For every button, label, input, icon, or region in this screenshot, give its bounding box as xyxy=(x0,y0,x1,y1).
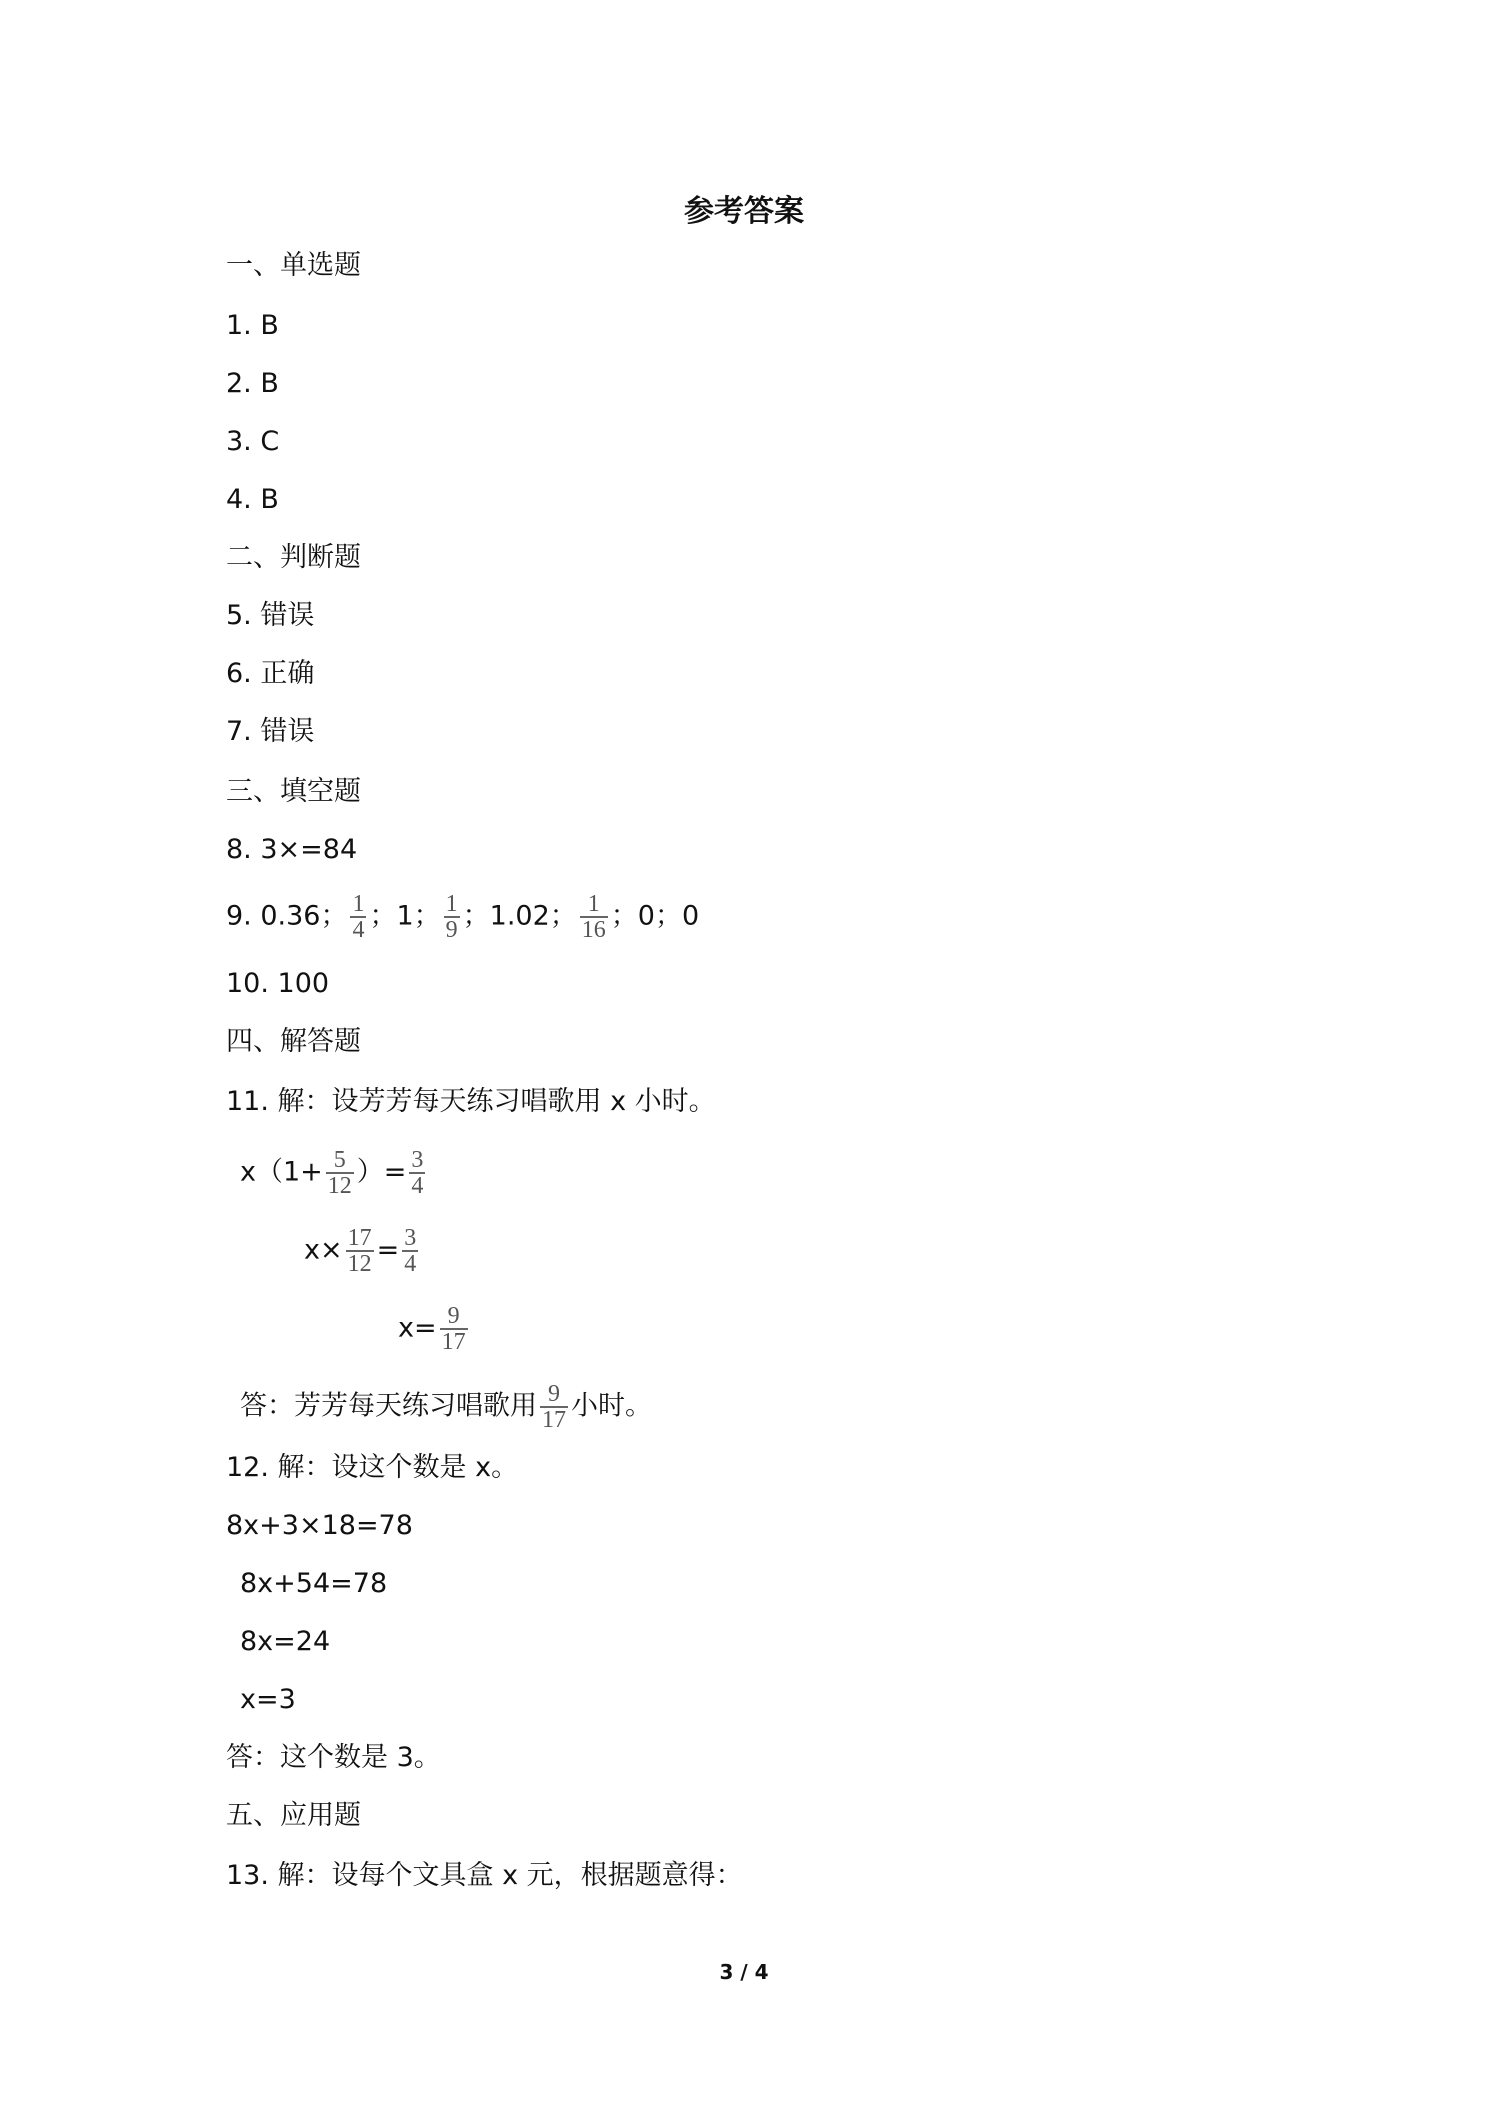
answer-9-prefix: 9. 0.36； xyxy=(226,900,348,932)
page-number: 3 / 4 xyxy=(719,1960,769,1984)
answer-9-sep: ；1； xyxy=(369,900,441,932)
answer-11-equation-1: x（1+ $\frac{5}{12}$ ）= $\frac{3}{4}$ xyxy=(240,1147,424,1199)
section-heading-solve: 四、解答题 xyxy=(226,1026,361,1057)
answer-7: 7. 错误 xyxy=(226,716,315,747)
answer-5: 5. 错误 xyxy=(226,600,315,631)
answer-10: 10. 100 xyxy=(226,968,330,999)
fraction: $\frac{17}{12}$ xyxy=(347,1225,372,1277)
answer-11-intro: 11. 解：设芳芳每天练习唱歌用 x 小时。 xyxy=(226,1086,716,1117)
answer-2: 2. B xyxy=(226,368,279,399)
fraction: $\frac{3}{4}$ xyxy=(404,1225,417,1277)
section-heading-fill-blank: 三、填空题 xyxy=(226,776,361,807)
answer-12-intro: 12. 解：设这个数是 x。 xyxy=(226,1452,519,1483)
section-heading-single-choice: 一、单选题 xyxy=(226,250,361,281)
section-heading-true-false: 二、判断题 xyxy=(226,542,361,573)
fraction: $\frac{5}{12}$ xyxy=(327,1147,352,1199)
answer-11-conclusion: 答：芳芳每天练习唱歌用 $\frac{9}{17}$ 小时。 xyxy=(240,1381,652,1433)
answer-12-step-3: 8x=24 xyxy=(240,1626,331,1657)
answer-12-step-1: 8x+3×18=78 xyxy=(226,1510,413,1541)
fraction: $\frac{3}{4}$ xyxy=(411,1147,424,1199)
answer-9 xyxy=(226,892,699,942)
answer-1: 1. B xyxy=(226,310,279,341)
fraction: $\frac{1}{9}$ xyxy=(445,891,458,943)
answer-11-equation-3: x= $\frac{9}{17}$ xyxy=(398,1303,466,1355)
answer-9-sep: ；0；0 xyxy=(610,900,700,932)
fraction: $\frac{9}{17}$ xyxy=(542,1381,566,1433)
answer-11-equation-2: x× $\frac{17}{12}$ = $\frac{3}{4}$ xyxy=(304,1225,417,1277)
answer-4: 4. B xyxy=(226,484,279,515)
fraction: $\frac{9}{17}$ xyxy=(441,1303,466,1355)
answer-8: 8. 3×=84 xyxy=(226,834,358,865)
answer-13-intro: 13. 解：设每个文具盒 x 元，根据题意得： xyxy=(226,1860,743,1891)
answer-6: 6. 正确 xyxy=(226,658,315,689)
answer-12-step-2: 8x+54=78 xyxy=(240,1568,388,1599)
answer-12-conclusion: 答：这个数是 3。 xyxy=(226,1742,441,1773)
fraction: $\frac{1}{16}$ xyxy=(581,891,606,943)
page-title: 参考答案 xyxy=(684,194,804,229)
answer-9-sep: ；1.02； xyxy=(462,900,577,932)
section-heading-application: 五、应用题 xyxy=(226,1800,361,1831)
answer-3: 3. C xyxy=(226,426,280,457)
fraction: $\frac{1}{4}$ xyxy=(352,891,365,943)
answer-12-step-4: x=3 xyxy=(240,1684,296,1715)
